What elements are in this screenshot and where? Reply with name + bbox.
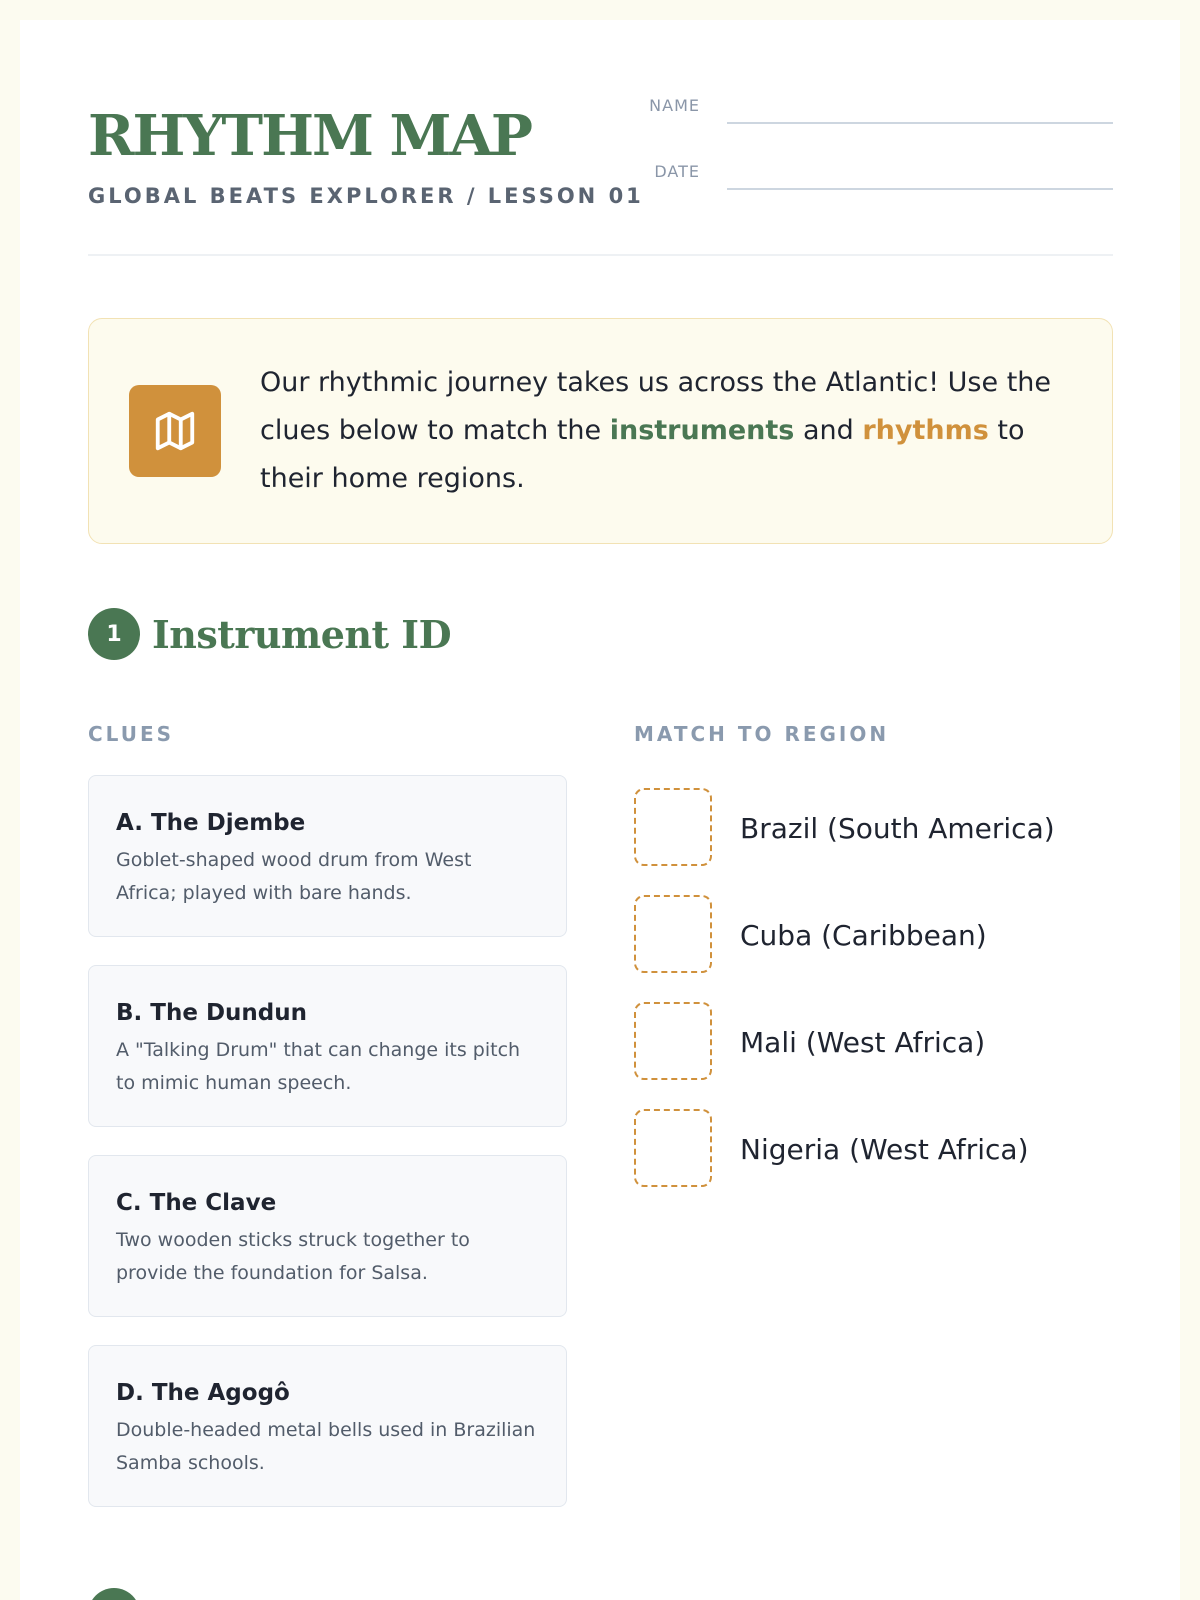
clue-card-agogo	[88, 1345, 567, 1507]
match-box-cuba[interactable]	[634, 895, 712, 973]
section-title: Instrument ID	[152, 612, 452, 657]
next-section-badge	[88, 1588, 140, 1600]
clue-card-djembe	[88, 775, 567, 937]
map-icon	[129, 385, 221, 477]
intro-text	[260, 359, 1080, 503]
clue-description: Double-headed metal bells used in Brazilian Samba schools.	[116, 1419, 536, 1474]
page-subtitle: GLOBAL BEATS EXPLORER / LESSON 01	[88, 184, 644, 208]
clues-column-label: CLUES	[88, 722, 175, 746]
intro-text-middle: and	[794, 415, 863, 446]
clue-card-dundun	[88, 965, 567, 1127]
region-label-brazil: Brazil (South America)	[740, 812, 1055, 845]
match-column-label: MATCH TO REGION	[634, 722, 890, 746]
clue-title: D. The Agogô	[116, 1380, 290, 1406]
region-label-cuba: Cuba (Caribbean)	[740, 919, 987, 952]
section-number-badge: 1	[88, 608, 140, 660]
clue-title: B. The Dundun	[116, 1000, 307, 1026]
highlight-rhythms: rhythms	[862, 415, 989, 446]
region-label-mali: Mali (West Africa)	[740, 1026, 986, 1059]
highlight-instruments: instruments	[609, 415, 795, 446]
clue-card-clave	[88, 1155, 567, 1317]
date-label: DATE	[654, 162, 700, 181]
header-divider	[88, 254, 1113, 256]
region-label-nigeria: Nigeria (West Africa)	[740, 1133, 1029, 1166]
intro-text-start: Our rhythmic journey takes us across the Atlantic! Use the clues below to match the	[260, 367, 1052, 446]
worksheet-page	[20, 20, 1180, 1600]
date-field[interactable]	[727, 188, 1113, 190]
intro-callout	[88, 318, 1113, 544]
clue-title: C. The Clave	[116, 1190, 277, 1216]
name-label: NAME	[649, 96, 700, 115]
clue-description: A "Talking Drum" that can change its pitch to mimic human speech.	[116, 1039, 521, 1094]
name-field[interactable]	[727, 122, 1113, 124]
clue-description: Two wooden sticks struck together to provide the foundation for Salsa.	[116, 1229, 470, 1284]
match-box-brazil[interactable]	[634, 788, 712, 866]
match-box-mali[interactable]	[634, 1002, 712, 1080]
match-box-nigeria[interactable]	[634, 1109, 712, 1187]
intro-text-end: to their home regions.	[260, 415, 1025, 494]
page-title: RHYTHM MAP	[88, 103, 532, 169]
clue-description: Goblet-shaped wood drum from West Africa; played with bare hands.	[116, 849, 472, 904]
clue-title: A. The Djembe	[116, 810, 306, 836]
